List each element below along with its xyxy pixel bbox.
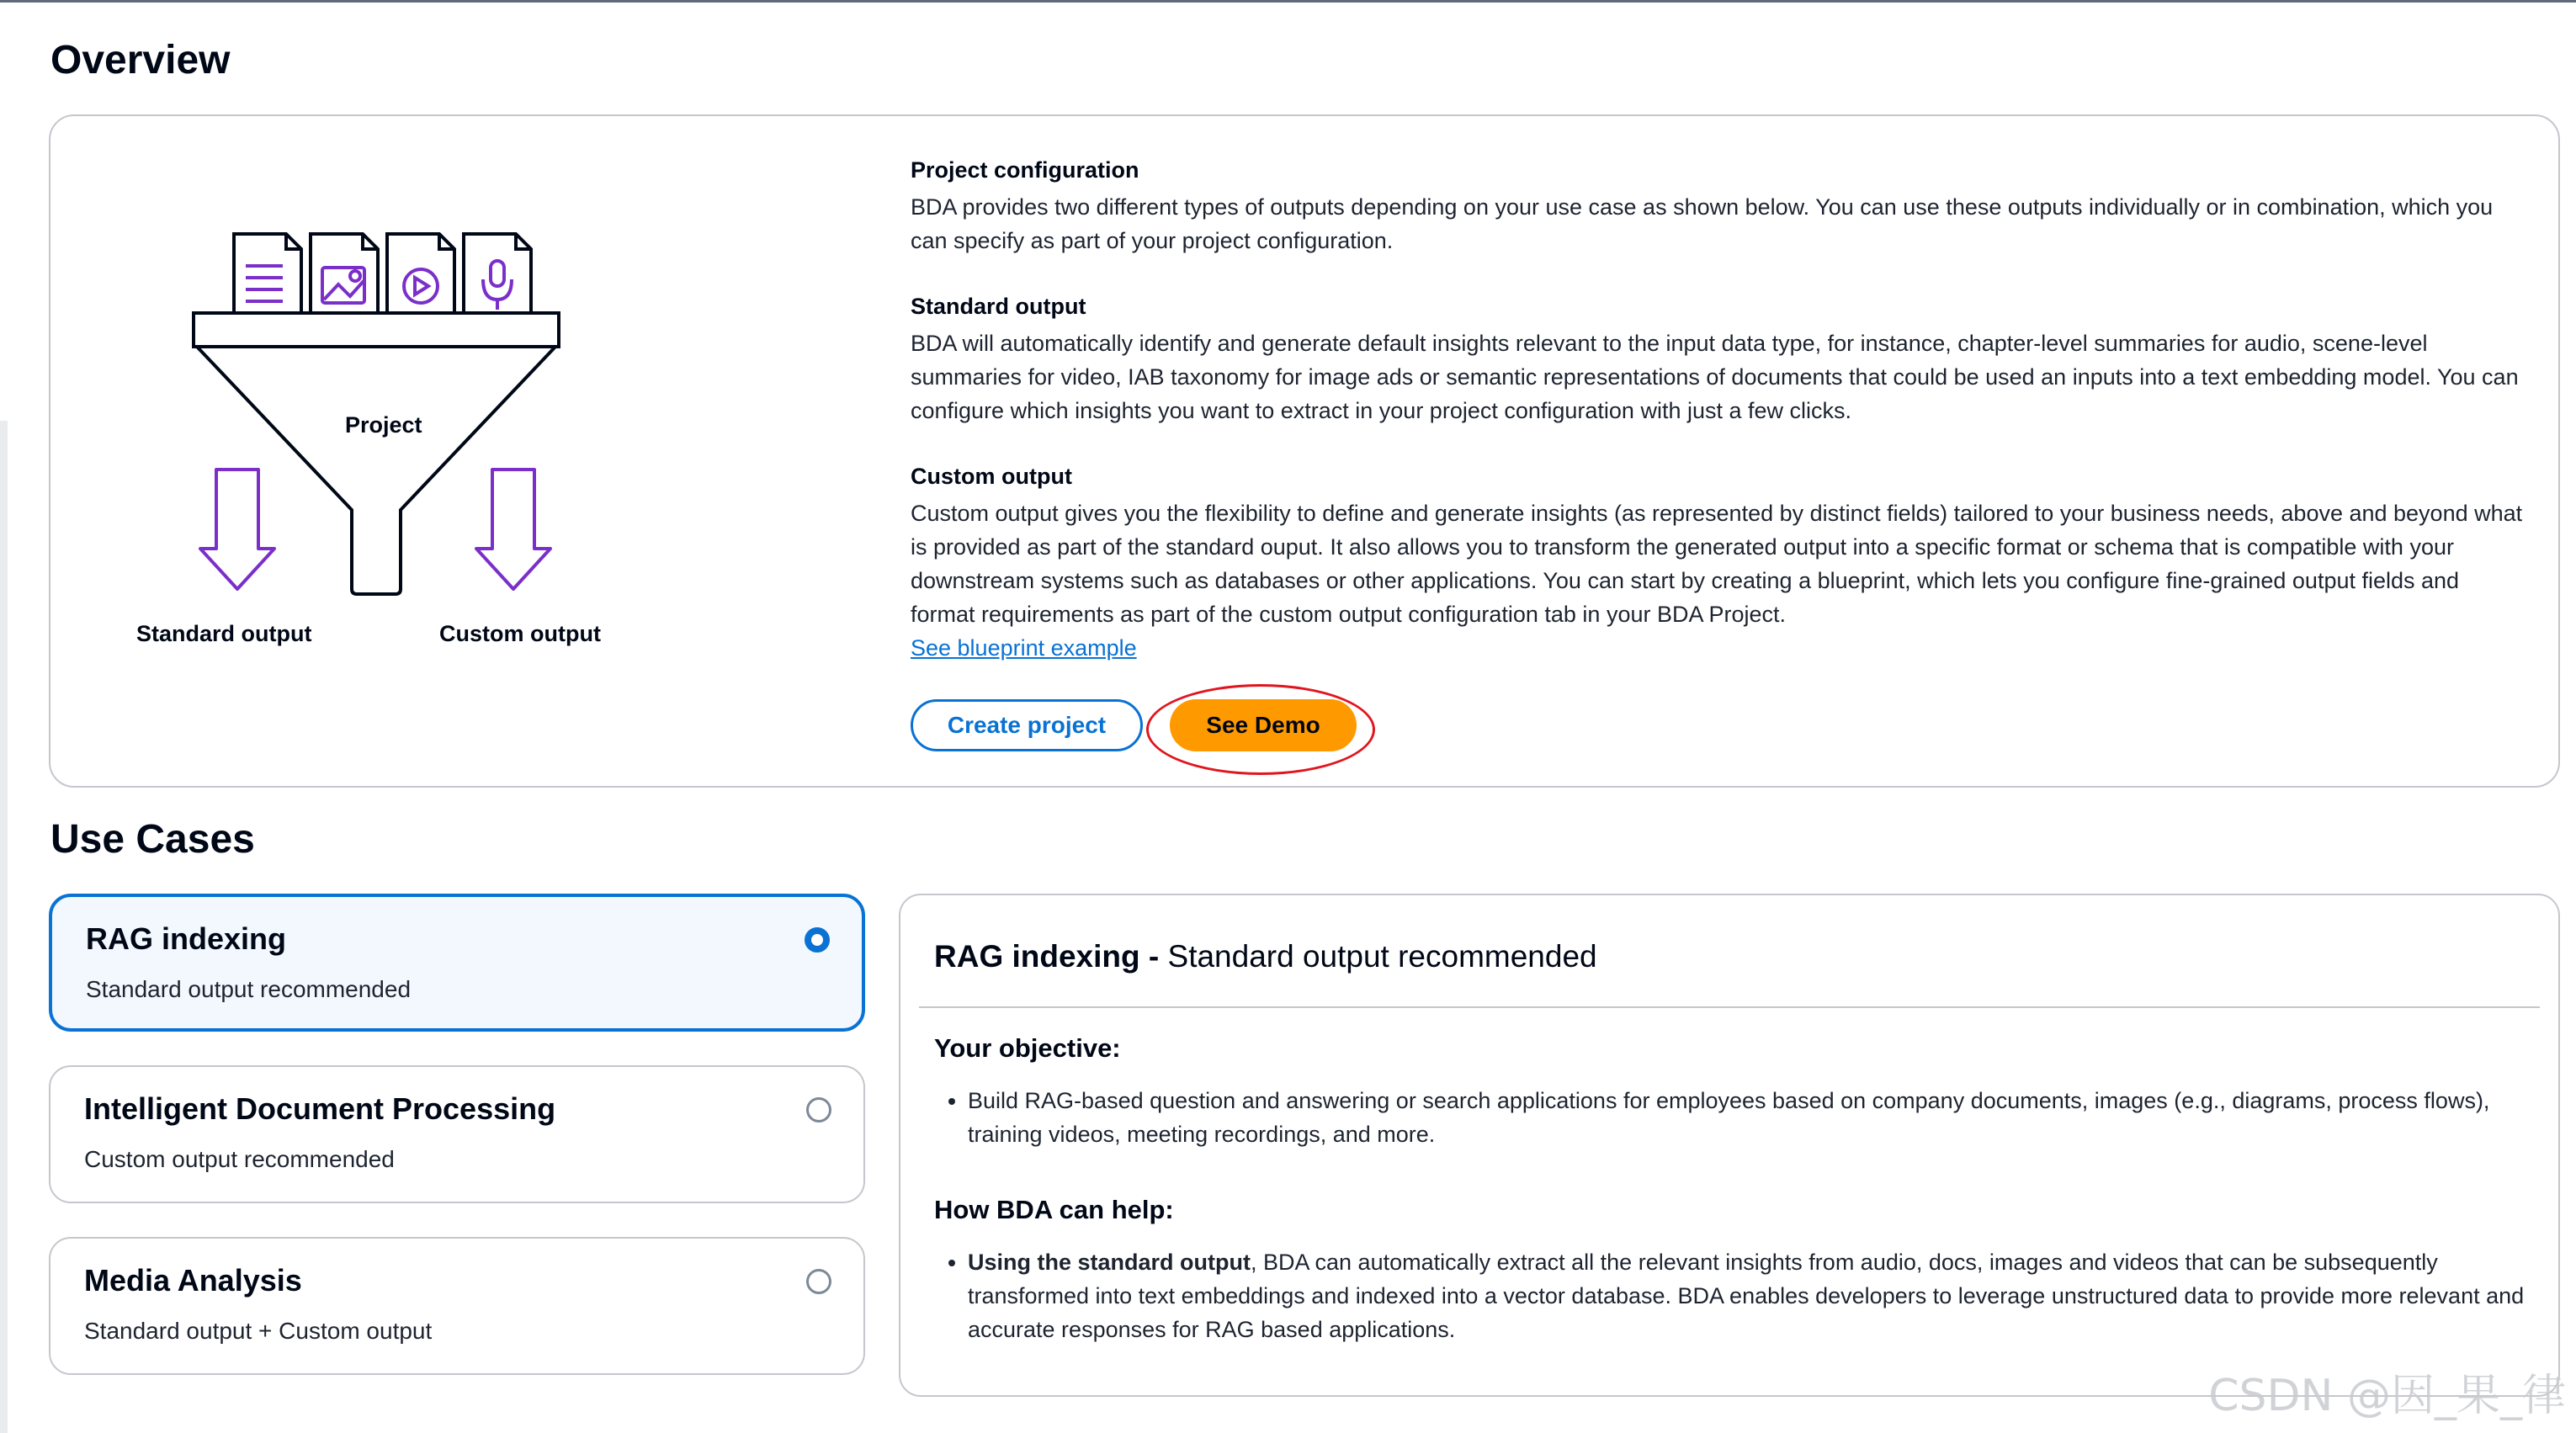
help-heading: How BDA can help: [934, 1195, 1174, 1224]
use-case-subtitle: Standard output recommended [86, 976, 412, 1002]
help-item-bold: Using the standard output [968, 1250, 1251, 1275]
detail-title: RAG indexing - [934, 939, 1160, 974]
funnel-diagram-icon [118, 219, 640, 673]
project-config-heading: Project configuration [911, 157, 1139, 183]
help-list [934, 1245, 2533, 1346]
detail-divider [919, 1006, 2540, 1008]
help-section [934, 1193, 2533, 1346]
funnel-project-label: Project [345, 412, 422, 438]
use-case-subtitle: Standard output + Custom output [84, 1318, 433, 1344]
objective-section [934, 1032, 2533, 1151]
use-case-tile-idp[interactable] [49, 1065, 865, 1203]
help-item [968, 1245, 2533, 1346]
use-case-title: Media Analysis [84, 1263, 302, 1298]
use-case-title: RAG indexing [86, 921, 287, 956]
use-case-tile-rag-indexing[interactable] [49, 894, 865, 1032]
detail-subtitle: Standard output recommended [1167, 939, 1597, 974]
objective-item: • Build RAG-based question and answering or search applications for employees based on company documents, images (e.g., diagrams, process flows), training videos, meeting recordings, and more. [968, 1084, 2533, 1151]
help-item-text: , BDA can automatically extract all the relevant insights from audio, docs, images and videos that can be subsequently transformed into text embeddings and indexed into a vector database. BDA enables developers to leverage unstructured data to provide more relevant and accurate responses for RAG based applications. [968, 1250, 2525, 1342]
standard-output-label: Standard output [136, 621, 312, 646]
scrollbar-track[interactable] [0, 421, 8, 1433]
radio-selected-icon[interactable] [805, 927, 830, 953]
custom-output-label: Custom output [439, 621, 601, 646]
top-border [0, 0, 2576, 3]
use-cases-heading: Use Cases [50, 817, 255, 862]
objective-list [934, 1084, 2533, 1151]
radio-unselected-icon[interactable] [806, 1097, 831, 1123]
use-case-tile-media-analysis[interactable] [49, 1237, 865, 1375]
custom-output-text: Custom output gives you the flexibility to define and generate insights (as represented by distinct fields) tailored to your business needs, above and beyond what is provided as part of the standard ouput. It also allows you to transform the generated output into a specific format or schema that is compatible with your downstream systems such as databases or other applications. You can start by creating a blueprint, which lets you configure fine-grained output fields and format requirements as part of the custom output configuration tab in your BDA Project. [911, 501, 2523, 627]
funnel-illustration [118, 219, 640, 673]
overview-description [911, 155, 2526, 665]
create-project-button[interactable]: Create project [911, 699, 1143, 751]
radio-unselected-icon[interactable] [806, 1269, 831, 1294]
blueprint-example-link[interactable]: See blueprint example [911, 635, 1137, 661]
use-case-title: Intelligent Document Processing [84, 1091, 556, 1126]
overview-heading: Overview [50, 38, 231, 82]
project-config-text: BDA provides two different types of outputs depending on your use case as shown below. You can use these outputs individually or in combination, which you can specify as part of your project configuration. [911, 194, 2494, 253]
use-case-subtitle: Custom output recommended [84, 1146, 395, 1172]
detail-heading [934, 937, 1597, 976]
custom-output-heading: Custom output [911, 464, 1072, 489]
csdn-watermark: CSDN @因_果_律 [2208, 1371, 2566, 1421]
see-demo-button[interactable]: See Demo [1170, 699, 1357, 751]
standard-output-heading: Standard output [911, 294, 1086, 319]
standard-output-text: BDA will automatically identify and generate default insights relevant to the input data type, for instance, chapter-level summaries for audio, scene-level summaries for video, IAB taxonomy for image ads or semantic representations of documents that could be used an inputs into a text embedding model. You can configure which insights you want to extract in your project configuration with just a few clicks. [911, 331, 2519, 423]
use-case-detail-panel [899, 894, 2560, 1397]
objective-heading: Your objective: [934, 1033, 1121, 1063]
